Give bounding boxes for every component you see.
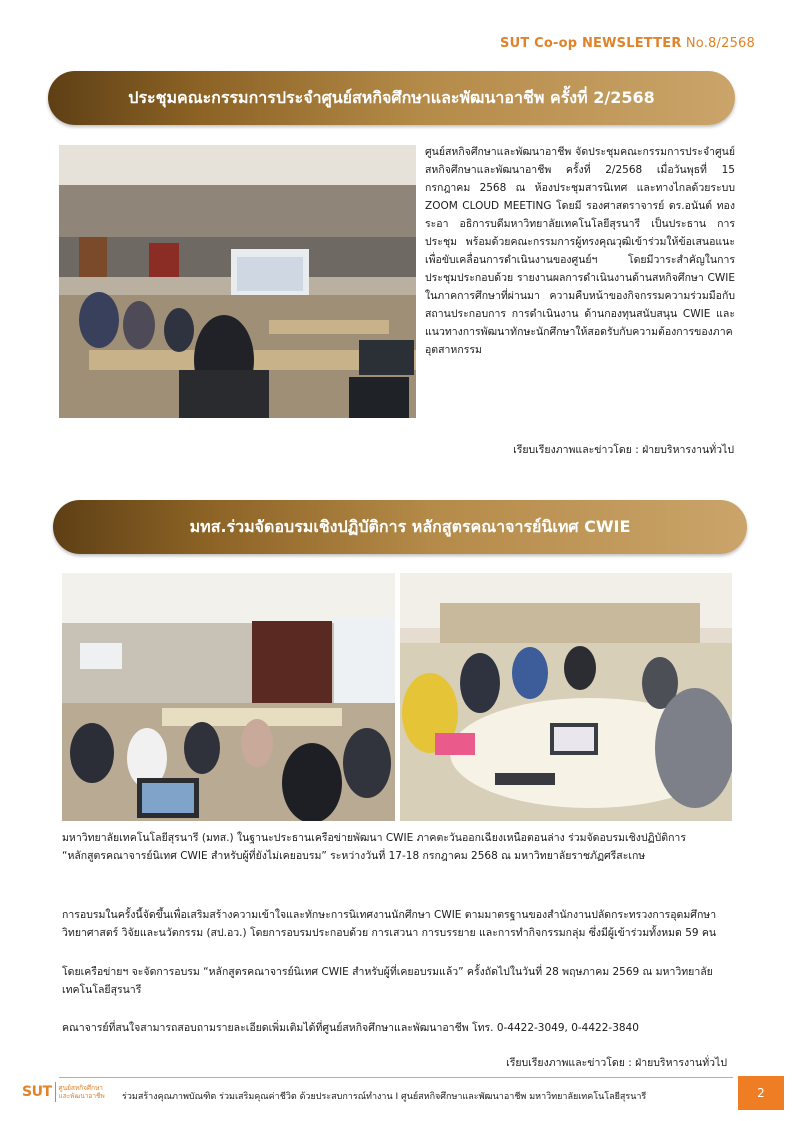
section2-title-banner: [53, 500, 747, 554]
section2-credit: เรียบเรียงภาพและข่าวโดย : ฝ่ายบริหารงานทั่วไป: [506, 1057, 727, 1069]
workshop-group-photo: [400, 573, 732, 821]
section2-paragraph-3: โดยเครือข่ายฯ จะจัดการอบรม “หลักสูตรคณาจารย์นิเทศ CWIE สำหรับผู้ที่เคยอบรมแล้ว” ครั้งถัดไปในวันที่ 28 พฤษภาคม 2569 ณ มหาวิทยาลัยเทคโนโลยีสุรนารี: [62, 966, 713, 996]
footer-slogan: ร่วมสร้างคุณภาพบัณฑิต ร่วมเสริมคุณค่าชีวิต ด้วยประสบการณ์ทำงาน I ศูนย์สหกิจศึกษาและพัฒนาอาชีพ มหาวิทยาลัยเทคโนโลยีสุรนารี: [122, 1092, 647, 1102]
page-number: 2: [738, 1076, 784, 1110]
sut-logo-mark: SUT: [22, 1084, 52, 1100]
newsletter-name: SUT Co-op NEWSLETTER: [500, 36, 682, 51]
section1-article: ศูนย์สหกิจศึกษาและพัฒนาอาชีพ จัดประชุมคณะกรรมการประจำศูนย์สหกิจศึกษาและพัฒนาอาชีพ ครั้งที่ 2/2568 เมื่อวันพุธที่ 15 กรกฎาคม 2568 ณ ห้องประชุมสารนิเทศ และทางไกลด้วยระบบ ZOOM CLOUD MEETING โดยมี รองศาสตราจารย์ ดร.อนันต์ ทองระอา อธิการบดีมหาวิทยาลัยเทคโนโลยีสุรนารี เป็นประธาน การประชุม พร้อมด้วยคณะกรรมการผู้ทรงคุณวุฒิเข้าร่วมให้ข้อเสนอแนะเพื่อขับเคลื่อนการดำเนินงานของศูนย์ฯ โดยมีวาระสำคัญในการประชุมประกอบด้วย รายงานผลการดำเนินงานด้านสหกิจศึกษา CWIE ในภาคการศึกษาที่ผ่านมา ความคืบหน้าของกิจกรรมความร่วมมือกับสถานประกอบการ การดำเนินงาน ด้านกองทุนสนับสนุน CWIE และแนวทางการพัฒนาทักษะนักศึกษาให้สอดรับกับความต้องการของภาคอุตสาหกรรม: [425, 146, 735, 356]
sut-logo: [22, 1082, 105, 1102]
logo-caption-line2: และพัฒนาอาชีพ: [58, 1092, 105, 1100]
meeting-room-photo: [59, 145, 416, 418]
logo-divider: [55, 1082, 56, 1102]
section1-title-banner: [48, 71, 735, 125]
logo-caption-line1: ศูนย์สหกิจศึกษา: [58, 1084, 103, 1092]
section1-title: ประชุมคณะกรรมการประจำศูนย์สหกิจศึกษาและพัฒนาอาชีพ ครั้งที่ 2/2568: [128, 87, 655, 107]
newsletter-masthead: [500, 36, 755, 51]
newsletter-issue: No.8/2568: [685, 36, 755, 51]
footer-divider: [59, 1077, 733, 1078]
section2-paragraph-1: มหาวิทยาลัยเทคโนโลยีสุรนารี (มทส.) ในฐานะประธานเครือข่ายพัฒนา CWIE ภาคตะวันออกเฉียงเหนือตอนล่าง ร่วมจัดอบรมเชิงปฏิบัติการ “หลักสูตรคณาจารย์นิเทศ CWIE สำหรับผู้ที่ยังไม่เคยอบรม” ระหว่างวันที่ 17-18 กรกฎาคม 2568 ณ มหาวิทยาลัยราชภัฏศรีสะเกษ: [62, 832, 686, 862]
workshop-hall-photo: [62, 573, 395, 821]
section2-paragraph-4: คณาจารย์ที่สนใจสามารถสอบถามรายละเอียดเพิ่มเติมได้ที่ศูนย์สหกิจศึกษาและพัฒนาอาชีพ โทร. 0-4422-3049, 0-4422-3840: [62, 1022, 639, 1034]
section2-title: มทส.ร่วมจัดอบรมเชิงปฏิบัติการ หลักสูตรคณาจารย์นิเทศ CWIE: [189, 516, 631, 536]
section1-credit: เรียบเรียงภาพและข่าวโดย : ฝ่ายบริหารงานทั่วไป: [513, 444, 734, 456]
section2-paragraph-2: การอบรมในครั้งนี้จัดขึ้นเพื่อเสริมสร้างความเข้าใจและทักษะการนิเทศงานนักศึกษา CWIE ตามมาตรฐานของสำนักงานปลัดกระทรวงการอุดมศึกษา วิทยาศาสตร์ วิจัยและนวัตกรรม (สป.อว.) โดยการอบรมประกอบด้วย การเสวนา การบรรยาย และการทำกิจกรรมกลุ่ม ซึ่งมีผู้เข้าร่วมทั้งหมด 59 คน: [62, 909, 717, 939]
logo-caption: [59, 1084, 105, 1100]
